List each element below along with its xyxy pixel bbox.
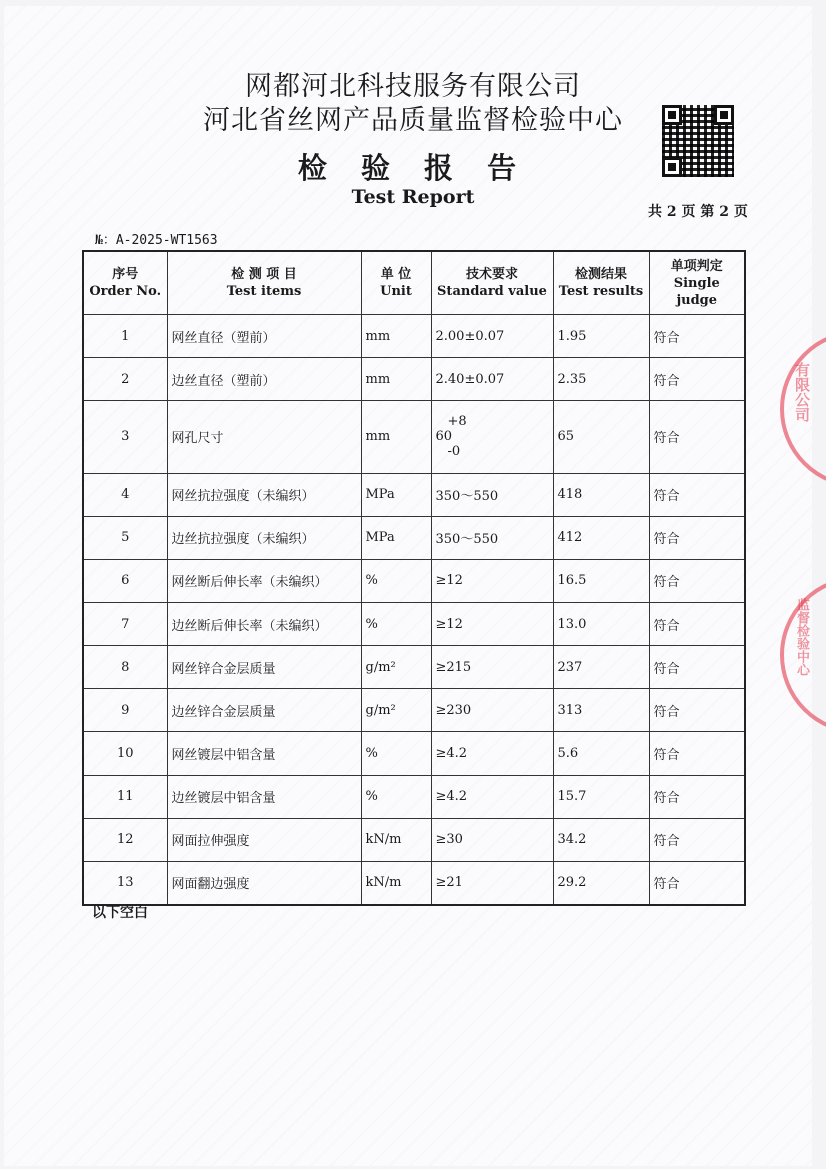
report-title-en: Test Report — [351, 186, 475, 208]
row-item: 网丝抗拉强度（未编织） — [167, 473, 361, 516]
row-standard: ≥4.2 — [431, 732, 553, 775]
row-unit: % — [361, 775, 431, 818]
page-counter: 共 2 页 第 2 页 — [648, 204, 748, 220]
qr-finder-pattern — [714, 105, 734, 125]
row-judge: 符合 — [649, 358, 745, 401]
qr-code-icon — [662, 105, 734, 177]
row-result: 412 — [553, 516, 649, 559]
table-row — [83, 732, 745, 775]
row-standard: ≥230 — [431, 689, 553, 732]
report-title-cn: 检 验 报 告 — [297, 151, 529, 185]
table-row — [83, 401, 745, 473]
row-no: 4 — [83, 473, 167, 516]
table-row — [83, 559, 745, 602]
col-judge: 单项判定 Single judge — [649, 251, 745, 315]
row-no: 2 — [83, 358, 167, 401]
row-standard: ≥4.2 — [431, 775, 553, 818]
col-standard: 技术要求 Standard value — [431, 251, 553, 315]
row-no: 5 — [83, 516, 167, 559]
row-no: 8 — [83, 646, 167, 689]
row-result: 418 — [553, 473, 649, 516]
col-unit: 单 位 Unit — [361, 251, 431, 315]
row-judge: 符合 — [649, 473, 745, 516]
row-result: 313 — [553, 689, 649, 732]
row-result: 16.5 — [553, 559, 649, 602]
row-no: 7 — [83, 602, 167, 645]
row-unit: mm — [361, 358, 431, 401]
row-item: 边丝断后伸长率（未编织） — [167, 602, 361, 645]
row-no: 1 — [83, 315, 167, 358]
row-unit: % — [361, 559, 431, 602]
blank-below-note: 以下空白 — [92, 905, 148, 921]
table-row — [83, 315, 745, 358]
table-row — [83, 602, 745, 645]
row-item: 边丝锌合金层质量 — [167, 689, 361, 732]
row-no: 9 — [83, 689, 167, 732]
row-item: 网丝断后伸长率（未编织） — [167, 559, 361, 602]
row-unit: mm — [361, 401, 431, 473]
col-results: 检测结果 Test results — [553, 251, 649, 315]
row-standard: ≥12 — [431, 559, 553, 602]
row-judge: 符合 — [649, 602, 745, 645]
row-judge: 符合 — [649, 516, 745, 559]
row-no: 11 — [83, 775, 167, 818]
company-seal-text: 有限公司 — [793, 362, 811, 422]
table-row — [83, 516, 745, 559]
row-judge: 符合 — [649, 315, 745, 358]
row-no: 13 — [83, 861, 167, 905]
row-judge: 符合 — [649, 401, 745, 473]
row-standard: ≥215 — [431, 646, 553, 689]
table-row — [83, 358, 745, 401]
row-standard: 2.00±0.07 — [431, 315, 553, 358]
row-item: 边丝直径（塑前） — [167, 358, 361, 401]
row-judge: 符合 — [649, 646, 745, 689]
col-order-no: 序号 Order No. — [83, 251, 167, 315]
row-standard-tolerance: +8 60 -0 — [431, 401, 553, 473]
row-unit: % — [361, 602, 431, 645]
row-result: 15.7 — [553, 775, 649, 818]
results-table — [82, 250, 746, 906]
row-item: 网丝锌合金层质量 — [167, 646, 361, 689]
row-result: 65 — [553, 401, 649, 473]
row-item: 网面翻边强度 — [167, 861, 361, 905]
row-unit: MPa — [361, 473, 431, 516]
row-item: 网面拉伸强度 — [167, 818, 361, 861]
table-row — [83, 689, 745, 732]
table-row — [83, 473, 745, 516]
row-no: 3 — [83, 401, 167, 473]
row-judge: 符合 — [649, 559, 745, 602]
row-item: 网孔尺寸 — [167, 401, 361, 473]
table-header-row — [83, 251, 745, 315]
row-item: 边丝抗拉强度（未编织） — [167, 516, 361, 559]
row-result: 13.0 — [553, 602, 649, 645]
row-result: 5.6 — [553, 732, 649, 775]
inspection-center-name: 河北省丝网产品质量监督检验中心 — [203, 105, 623, 136]
row-standard: ≥30 — [431, 818, 553, 861]
row-unit: g/m² — [361, 646, 431, 689]
table-row — [83, 775, 745, 818]
row-unit: % — [361, 732, 431, 775]
row-result: 1.95 — [553, 315, 649, 358]
report-number: №：A-2025-WT1563 — [95, 233, 218, 248]
row-no: 10 — [83, 732, 167, 775]
row-judge: 符合 — [649, 818, 745, 861]
row-result: 29.2 — [553, 861, 649, 905]
row-no: 12 — [83, 818, 167, 861]
row-unit: g/m² — [361, 689, 431, 732]
row-standard: 2.40±0.07 — [431, 358, 553, 401]
row-standard: ≥21 — [431, 861, 553, 905]
row-judge: 符合 — [649, 775, 745, 818]
row-no: 6 — [83, 559, 167, 602]
row-standard: 350～550 — [431, 473, 553, 516]
row-unit: mm — [361, 315, 431, 358]
row-item: 边丝镀层中铝含量 — [167, 775, 361, 818]
row-result: 237 — [553, 646, 649, 689]
row-standard: ≥12 — [431, 602, 553, 645]
table-row — [83, 646, 745, 689]
row-result: 2.35 — [553, 358, 649, 401]
row-unit: kN/m — [361, 818, 431, 861]
row-item: 网丝镀层中铝含量 — [167, 732, 361, 775]
organization-name: 网都河北科技服务有限公司 — [245, 71, 581, 102]
row-standard: 350～550 — [431, 516, 553, 559]
row-result: 34.2 — [553, 818, 649, 861]
col-test-items: 检 测 项 目 Test items — [167, 251, 361, 315]
inspection-seal-text: 监督检验中心 — [794, 598, 809, 676]
row-unit: kN/m — [361, 861, 431, 905]
row-item: 网丝直径（塑前） — [167, 315, 361, 358]
row-unit: MPa — [361, 516, 431, 559]
row-judge: 符合 — [649, 861, 745, 905]
row-judge: 符合 — [649, 689, 745, 732]
table-row — [83, 861, 745, 905]
table-row — [83, 818, 745, 861]
row-judge: 符合 — [649, 732, 745, 775]
